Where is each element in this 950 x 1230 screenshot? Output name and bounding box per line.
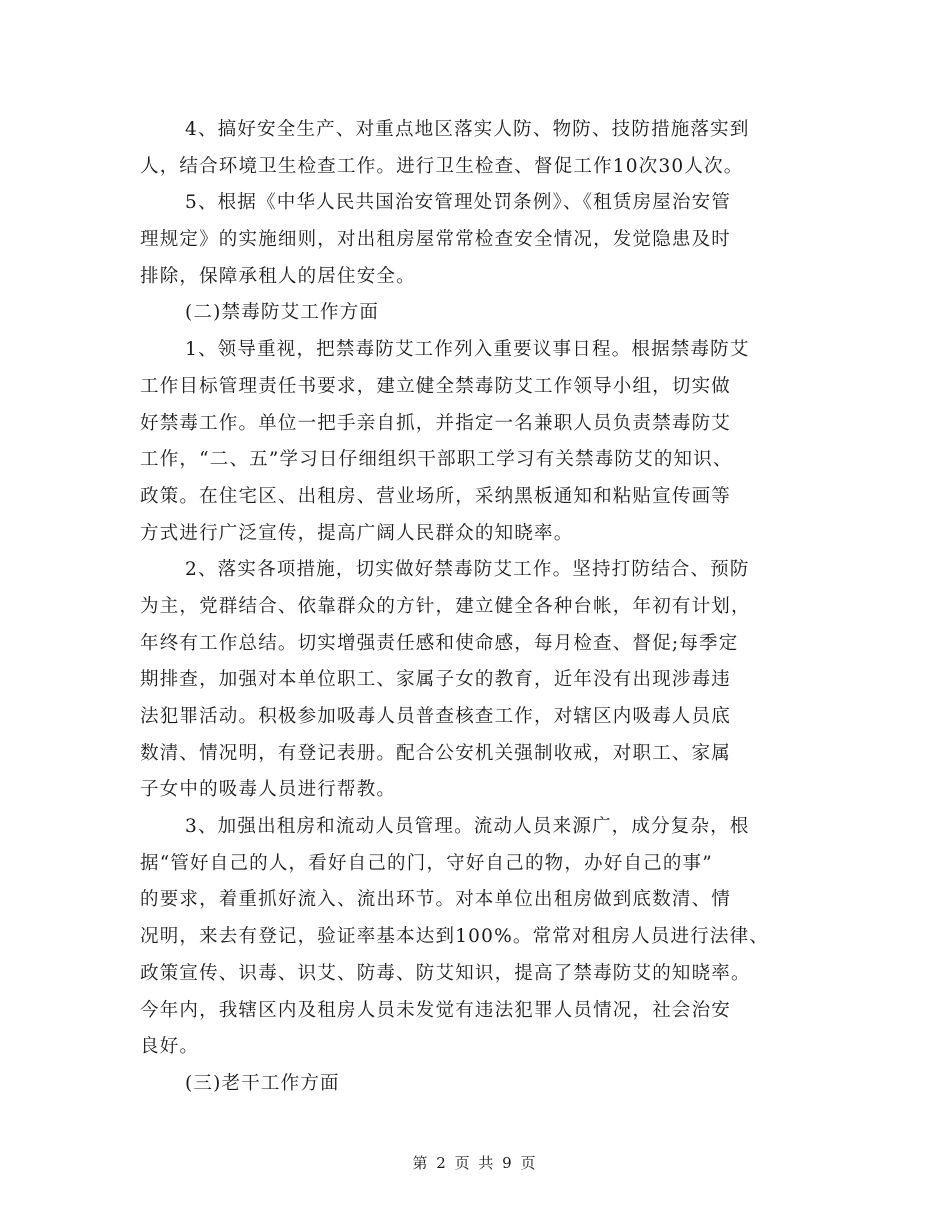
- text-line: 今年内，我辖区内及租房人员未发觉有违法犯罪人员情况，社会治安: [140, 999, 732, 1021]
- text-line: 理规定》的实施细则，对出租房屋常常检查安全情况，发觉隐患及时: [140, 229, 732, 251]
- text-line: 2、落实各项措施，切实做好禁毒防艾工作。坚持打防结合、预防: [185, 559, 750, 581]
- text-line: (三)老干工作方面: [185, 1072, 340, 1094]
- text-line: 期排查，加强对本单位职工、家属子女的教育，近年没有出现涉毒违: [140, 669, 732, 691]
- text-line: 政策。在住宅区、出租房、营业场所，采纳黑板通知和粘贴宣传画等: [140, 485, 732, 507]
- text-line: 1、领导重视，把禁毒防艾工作列入重要议事日程。根据禁毒防艾: [185, 339, 750, 361]
- document-body: [140, 112, 812, 1103]
- text-line: 据“管好自己的人，看好自己的门，守好自己的物，办好自己的事”: [140, 852, 713, 874]
- text-line: 好禁毒工作。单位一把手亲自抓，并指定一名兼职人员负责禁毒防艾: [140, 412, 732, 434]
- text-line: 政策宣传、识毒、识艾、防毒、防艾知识，提高了禁毒防艾的知晓率。: [140, 962, 751, 984]
- text-line: 排除，保障承租人的居住安全。: [140, 265, 416, 287]
- text-line: 方式进行广泛宣传，提高广阔人民群众的知晓率。: [140, 522, 574, 544]
- text-line: 良好。: [140, 1036, 200, 1058]
- text-line: 法犯罪活动。积极参加吸毒人员普查核查工作，对辖区内吸毒人员底: [140, 706, 732, 727]
- text-line: 人，结合环境卫生检查工作。进行卫生检查、督促工作10次30人次。: [140, 155, 744, 177]
- text-line: 子女中的吸毒人员进行帮教。: [140, 779, 397, 801]
- text-line: 5、根据《中华人民共国治安管理处罚条例》、《租赁房屋治安管: [185, 192, 732, 214]
- text-line: 况明，来去有登记，验证率基本达到100%。常常对租房人员进行法律、: [140, 926, 769, 948]
- text-line: 年终有工作总结。切实增强责任感和使命感，每月检查、督促;每季定: [140, 632, 739, 654]
- text-line: 4、搞好安全生产、对重点地区落实人防、物防、技防措施落实到: [185, 119, 750, 140]
- text-line: 工作目标管理责任书要求，建立健全禁毒防艾工作领导小组，切实做: [140, 375, 732, 397]
- text-line: 3、加强出租房和流动人员管理。流动人员来源广，成分复杂，根: [185, 816, 750, 838]
- text-line: 的要求，着重抓好流入、流出环节。对本单位出租房做到底数清、情: [140, 889, 732, 911]
- page-number-footer: 第 2 页 共 9 页: [412, 1154, 538, 1172]
- text-line: 为主，党群结合、依靠群众的方针，建立健全各种台帐，年初有计划，: [140, 595, 751, 617]
- text-line: (二)禁毒防艾工作方面: [185, 302, 380, 324]
- text-line: 数清、情况明，有登记表册。配合公安机关强制收戒，对职工、家属: [140, 742, 732, 764]
- text-line: 工作，“二、五”学习日仔细组织干部职工学习有关禁毒防艾的知识、: [140, 449, 733, 471]
